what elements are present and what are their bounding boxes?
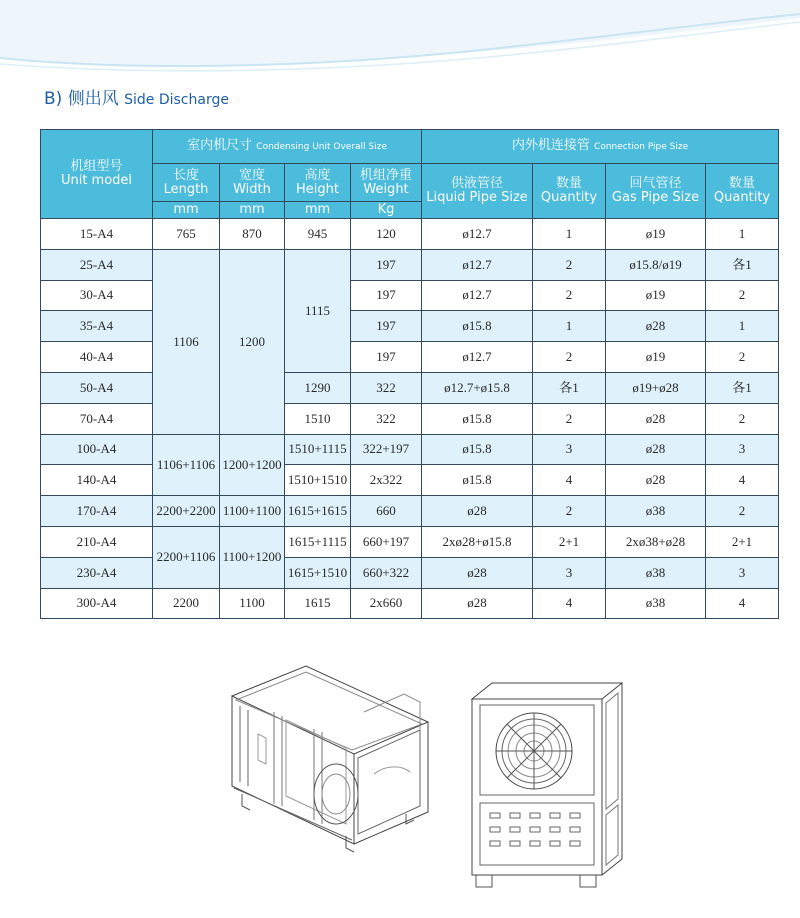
length-unit: mm [153,202,220,219]
gas-quantity-header-en: Quantity [713,190,771,205]
overall-size-header-cn: 室内机尺寸 [187,138,253,153]
table-row [41,311,779,342]
cell-model: 30-A4 [41,280,153,311]
height-header-en: Height [296,181,339,197]
cell-liquid-pipe: ø12.7 [422,342,533,373]
cell-liquid-pipe: ø28 [422,557,533,588]
spec-table [40,129,779,619]
cell-length-merged: 2200+1106 [153,526,220,588]
cell-width: 870 [220,219,285,250]
cell-gas-pipe: ø28 [606,434,706,465]
cell-model: 100-A4 [41,434,153,465]
cell-liquid-quantity: 2 [533,249,606,280]
cell-height: 1290 [285,372,351,403]
unit-wireframe-drawing [214,654,444,854]
cell-liquid-quantity: 3 [533,557,606,588]
height-unit: mm [285,202,351,219]
cell-liquid-quantity: 1 [533,311,606,342]
cell-width: 1100+1100 [220,496,285,527]
gas-pipe-header [606,164,706,219]
connection-pipe-header [422,130,779,164]
cell-liquid-quantity: 4 [533,465,606,496]
cell-height: 1615 [285,588,351,619]
cell-gas-pipe: ø38 [606,557,706,588]
gas-pipe-header-cn: 回气管径 [629,176,682,191]
liquid-pipe-header [422,164,533,219]
weight-header-cn: 机组净重 [360,167,413,183]
cell-gas-quantity: 各1 [706,249,779,280]
cell-model: 300-A4 [41,588,153,619]
cell-width-merged: 1200+1200 [220,434,285,496]
table-row [41,434,779,465]
table-row [41,557,779,588]
connection-pipe-header-en: Connection Pipe Size [594,142,689,152]
cell-liquid-pipe: ø12.7 [422,249,533,280]
cell-model: 25-A4 [41,249,153,280]
width-header-cn: 宽度 [238,167,265,183]
table-row [41,403,779,434]
liquid-quantity-header-cn: 数量 [556,176,583,191]
cell-liquid-pipe: ø15.8 [422,465,533,496]
cell-height: 1510 [285,403,351,434]
cell-height: 1615+1510 [285,557,351,588]
cell-liquid-pipe: ø12.7 [422,280,533,311]
width-unit: mm [220,202,285,219]
cell-length: 765 [153,219,220,250]
overall-size-header-en: Condensing Unit Overall Size [256,142,387,152]
cell-gas-pipe: ø28 [606,311,706,342]
cell-gas-quantity: 2 [706,280,779,311]
gas-quantity-header [706,164,779,219]
cell-weight: 322+197 [351,434,422,465]
cell-height-merged: 1115 [285,249,351,372]
cell-gas-quantity: 3 [706,557,779,588]
liquid-pipe-header-cn: 供液管径 [451,176,504,191]
cell-model: 210-A4 [41,526,153,557]
cell-model: 50-A4 [41,372,153,403]
cell-liquid-pipe: ø28 [422,588,533,619]
cell-gas-pipe: ø19 [606,280,706,311]
table-row [41,465,779,496]
section-title [44,84,229,109]
connection-pipe-header-cn: 内外机连接管 [511,138,590,153]
cell-model: 140-A4 [41,465,153,496]
cell-liquid-quantity: 2+1 [533,526,606,557]
liquid-quantity-header-en: Quantity [540,190,598,205]
length-header-en: Length [163,181,209,197]
cell-weight: 2x660 [351,588,422,619]
cell-weight: 197 [351,342,422,373]
cell-width-merged: 1100+1200 [220,526,285,588]
cell-model: 170-A4 [41,496,153,527]
cell-gas-quantity: 2 [706,342,779,373]
cell-liquid-quantity: 各1 [533,372,606,403]
cell-gas-pipe: 2xø38+ø28 [606,526,706,557]
cell-weight: 197 [351,249,422,280]
width-header [220,164,285,202]
cell-gas-pipe: ø28 [606,403,706,434]
cell-length-merged: 1106+1106 [153,434,220,496]
cell-model: 15-A4 [41,219,153,250]
gas-pipe-header-en: Gas Pipe Size [611,190,700,205]
cell-width-merged: 1200 [220,249,285,434]
cell-gas-pipe: ø15.8/ø19 [606,249,706,280]
cell-weight: 197 [351,280,422,311]
weight-header [351,164,422,202]
cell-height: 1615+1115 [285,526,351,557]
cell-model: 40-A4 [41,342,153,373]
cell-gas-quantity: 2 [706,403,779,434]
unit-model-header-cn: 机组型号 [70,159,123,174]
cell-liquid-pipe: ø15.8 [422,434,533,465]
section-title-english: Side Discharge [124,92,229,108]
table-row [41,280,779,311]
cell-gas-pipe: ø19 [606,219,706,250]
cell-liquid-quantity: 2 [533,280,606,311]
weight-unit: Kg [351,202,422,219]
cell-liquid-pipe: ø28 [422,496,533,527]
length-header [153,164,220,202]
cell-height: 1510+1115 [285,434,351,465]
cell-model: 230-A4 [41,557,153,588]
cell-height: 1615+1615 [285,496,351,527]
cell-model: 70-A4 [41,403,153,434]
cell-length: 2200+2200 [153,496,220,527]
cell-liquid-quantity: 2 [533,403,606,434]
cell-gas-quantity: 4 [706,465,779,496]
section-title-prefix: B) 侧出风 [44,89,119,109]
unit-front-drawing [462,679,634,893]
cell-gas-quantity: 1 [706,311,779,342]
cell-weight: 322 [351,372,422,403]
cell-height: 945 [285,219,351,250]
cell-length-merged: 1106 [153,249,220,434]
cell-weight: 660+197 [351,526,422,557]
cell-weight: 2x322 [351,465,422,496]
cell-length: 2200 [153,588,220,619]
cell-gas-pipe: ø28 [606,465,706,496]
table-row [41,372,779,403]
cell-liquid-quantity: 3 [533,434,606,465]
cell-weight: 120 [351,219,422,250]
cell-liquid-quantity: 2 [533,496,606,527]
cell-weight: 660 [351,496,422,527]
cell-gas-quantity: 2+1 [706,526,779,557]
cell-model: 35-A4 [41,311,153,342]
weight-header-en: Weight [363,181,409,197]
cell-gas-pipe: ø38 [606,496,706,527]
unit-model-header-en: Unit model [60,173,133,188]
cell-height: 1510+1510 [285,465,351,496]
cell-gas-quantity: 各1 [706,372,779,403]
cell-liquid-pipe: ø15.8 [422,403,533,434]
cell-liquid-quantity: 1 [533,219,606,250]
length-header-cn: 长度 [172,167,199,183]
height-header [285,164,351,202]
cell-liquid-pipe: ø12.7 [422,219,533,250]
cell-gas-quantity: 1 [706,219,779,250]
table-row [41,249,779,280]
table-row [41,342,779,373]
cell-liquid-quantity: 2 [533,342,606,373]
table-row [41,526,779,557]
cell-liquid-pipe: ø12.7+ø15.8 [422,372,533,403]
cell-gas-quantity: 3 [706,434,779,465]
table-row [41,496,779,527]
gas-quantity-header-cn: 数量 [729,176,756,191]
cell-width: 1100 [220,588,285,619]
cell-weight: 322 [351,403,422,434]
liquid-pipe-header-en: Liquid Pipe Size [426,190,528,205]
cell-gas-quantity: 2 [706,496,779,527]
table-row [41,588,779,619]
cell-gas-pipe: ø19+ø28 [606,372,706,403]
cell-gas-quantity: 4 [706,588,779,619]
cell-liquid-pipe: 2xø28+ø15.8 [422,526,533,557]
height-header-cn: 高度 [304,167,331,183]
liquid-quantity-header [533,164,606,219]
overall-size-header [153,130,422,164]
header-row-1 [41,130,779,164]
table-row [41,219,779,250]
cell-weight: 197 [351,311,422,342]
header-wave-decoration [0,0,800,80]
cell-gas-pipe: ø19 [606,342,706,373]
width-header-en: Width [233,181,271,197]
unit-model-header [41,130,153,219]
cell-weight: 660+322 [351,557,422,588]
cell-liquid-pipe: ø15.8 [422,311,533,342]
cell-gas-pipe: ø38 [606,588,706,619]
cell-liquid-quantity: 4 [533,588,606,619]
